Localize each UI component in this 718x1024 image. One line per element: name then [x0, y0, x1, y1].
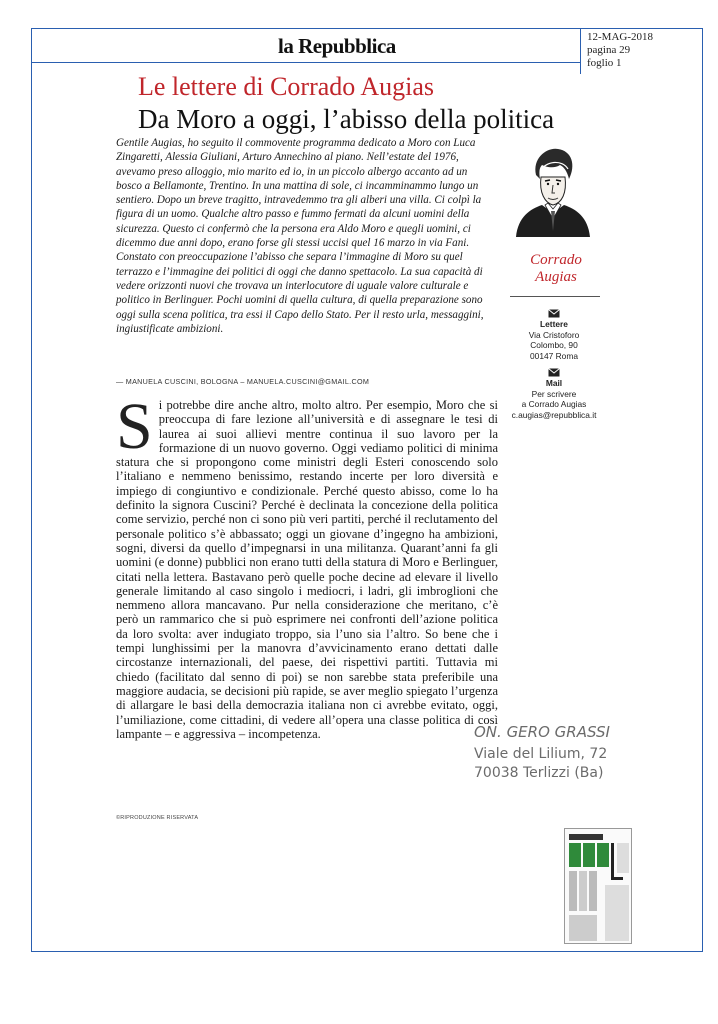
- stamp-city: 70038 Terlizzi (Ba): [474, 765, 604, 781]
- clipping-info: [587, 31, 653, 70]
- envelope-icon: [548, 309, 560, 318]
- sidebar-rule: [510, 296, 600, 297]
- page-thumbnail-image: [565, 829, 632, 944]
- author-first-name: Corrado: [530, 252, 582, 268]
- letters-address-line: Colombo, 90: [530, 340, 578, 350]
- columnist-reply: [116, 390, 498, 741]
- author-last-name: Augias: [535, 269, 577, 285]
- author-name: [512, 252, 600, 286]
- address-stamp: [474, 722, 610, 783]
- letters-contact: [502, 309, 606, 361]
- newspaper-masthead: la Repubblica: [278, 34, 396, 58]
- article-headline: Da Moro a oggi, l’abisso della politica: [138, 104, 555, 134]
- reply-body: i potrebbe dire anche altro, molto altro. Per esempio, Moro che si preoccupa di fare lezione all’università e di assegnare le tesi di laurea ai suoi allievi mentre continua il suo lavoro per la formazione di un nuovo governo. Oggi vediamo politici di minima statura che si propongono come ministri degli Esteri conoscendo solo l’italiano e nemmeno benissimo, restando incerte per loro diversità e impiego di congiuntivo e condizionale. Perché questo abisso, come lo ha definito la signora Cuscini? Perché è declinata la concezione della politica come servizio, perché non ci sono più veri partiti, perché il reclutamento del personale politico s’è abbassato; oggi un giovane d’ingegno ha ambizioni, sogni, diversi da quello d’impegnarsi in una militanza. Quarant’anni fa gli uomini (e donne) pubblici non erano tutti della statura di Moro e Berlinguer, citati nella lettera. Bastavano però quelle poche decine ad elevare il livello generale limitando al caso singolo i mediocri, i ladri, gli imbroglioni che nemmeno allora mancavano. Pur nella considerazione che meritano, c’è però un rammarico che si può esprimere nei confronti dell’azione politica da loro svolta: aver indugiato troppo, sia l’uno sia l’altro. So bene che i tempi lunghissimi per la manovra d’avvicinamento erano dettati dalle circostanze internazionali, del paese, dei rispettivi partiti. Tuttavia mi chiedo (facilitato dal senno di poi) se non sarebbe stata preferibile una maggiore audacia, se decisioni più rapide, se aver meglio spiegato l’urgenza di allargare le basi della democrazia italiana non ci avrebbe evitato, oggi, l’umiliazione, come cittadini, di vedere all’opera una classe politica di così lampante – e aggressiva – incompetenza.: [116, 398, 498, 741]
- mail-email[interactable]: c.augias@repubblica.it: [511, 409, 597, 420]
- envelope-icon: [548, 368, 560, 377]
- mail-label: Mail: [545, 378, 563, 388]
- mail-contact: [502, 368, 606, 420]
- header-divider: [580, 28, 581, 74]
- author-portrait-illustration: [512, 143, 594, 237]
- clipping-page: pagina 29: [587, 44, 631, 56]
- mail-line: Per scrivere: [531, 388, 577, 399]
- page-thumbnail: [564, 828, 632, 944]
- letters-address-line: Via Cristoforo: [528, 329, 580, 340]
- drop-cap: S: [116, 390, 153, 463]
- letters-label: Lettere: [540, 319, 568, 329]
- reader-letter: Gentile Augias, ho seguito il commovente programma dedicato a Moro con Luca Zingaretti, Alessia Giuliani, Arturo Annechino al piano. Nell’estate del 1976, avevamo preso alloggio, mio marito ed io, in un piccolo albergo accanto ad un bosco a Bellamonte, Trentino. In una mattina di sole, ci incamminammo lungo un sentiero. Dopo un breve tragitto, intravedemmo tra gli alberi una villa. Ci colpì la figura di un uomo. Qualche altro passo e fummo fermati da alcuni uomini della sicurezza. Questo ci confermò che la persona era Aldo Moro e quegli uomini, ci dicemmo due anni dopo, erano forse gli stessi uccisi quel 16 marzo in via Fani. Constato con preoccupazione l’abisso che separa l’immagine di Moro su quel terrazzo e l’immagine dei politici di oggi che danno spettacolo. La sua capacità di vedere orizzonti nuovi che trovava un interlocutore di uguale valore culturale e politico in Berlinguer. Pochi uomini di quella cultura, di quella preparazione sono oggi sulla scena politica, tra essi il Capo dello Stato. Per il resto urla, messaggini, ingiustificate ambizioni.: [116, 137, 484, 335]
- section-title: Le lettere di Corrado Augias: [138, 72, 435, 101]
- copyright-notice: ©RIPRODUZIONE RISERVATA: [116, 815, 199, 821]
- mail-line: a Corrado Augias: [521, 399, 587, 409]
- stamp-street: Viale del Lilium, 72: [474, 746, 608, 762]
- header-rule: [31, 62, 581, 63]
- letters-address-line: 00147 Roma: [530, 350, 578, 361]
- clipping-sheet: foglio 1: [587, 57, 622, 69]
- stamp-name: ON. GERO GRASSI: [474, 723, 610, 741]
- letter-signature: — MANUELA CUSCINI, BOLOGNA – MANUELA.CUSCINI@GMAIL.COM: [116, 377, 370, 386]
- clipping-date: 12-MAG-2018: [587, 31, 653, 43]
